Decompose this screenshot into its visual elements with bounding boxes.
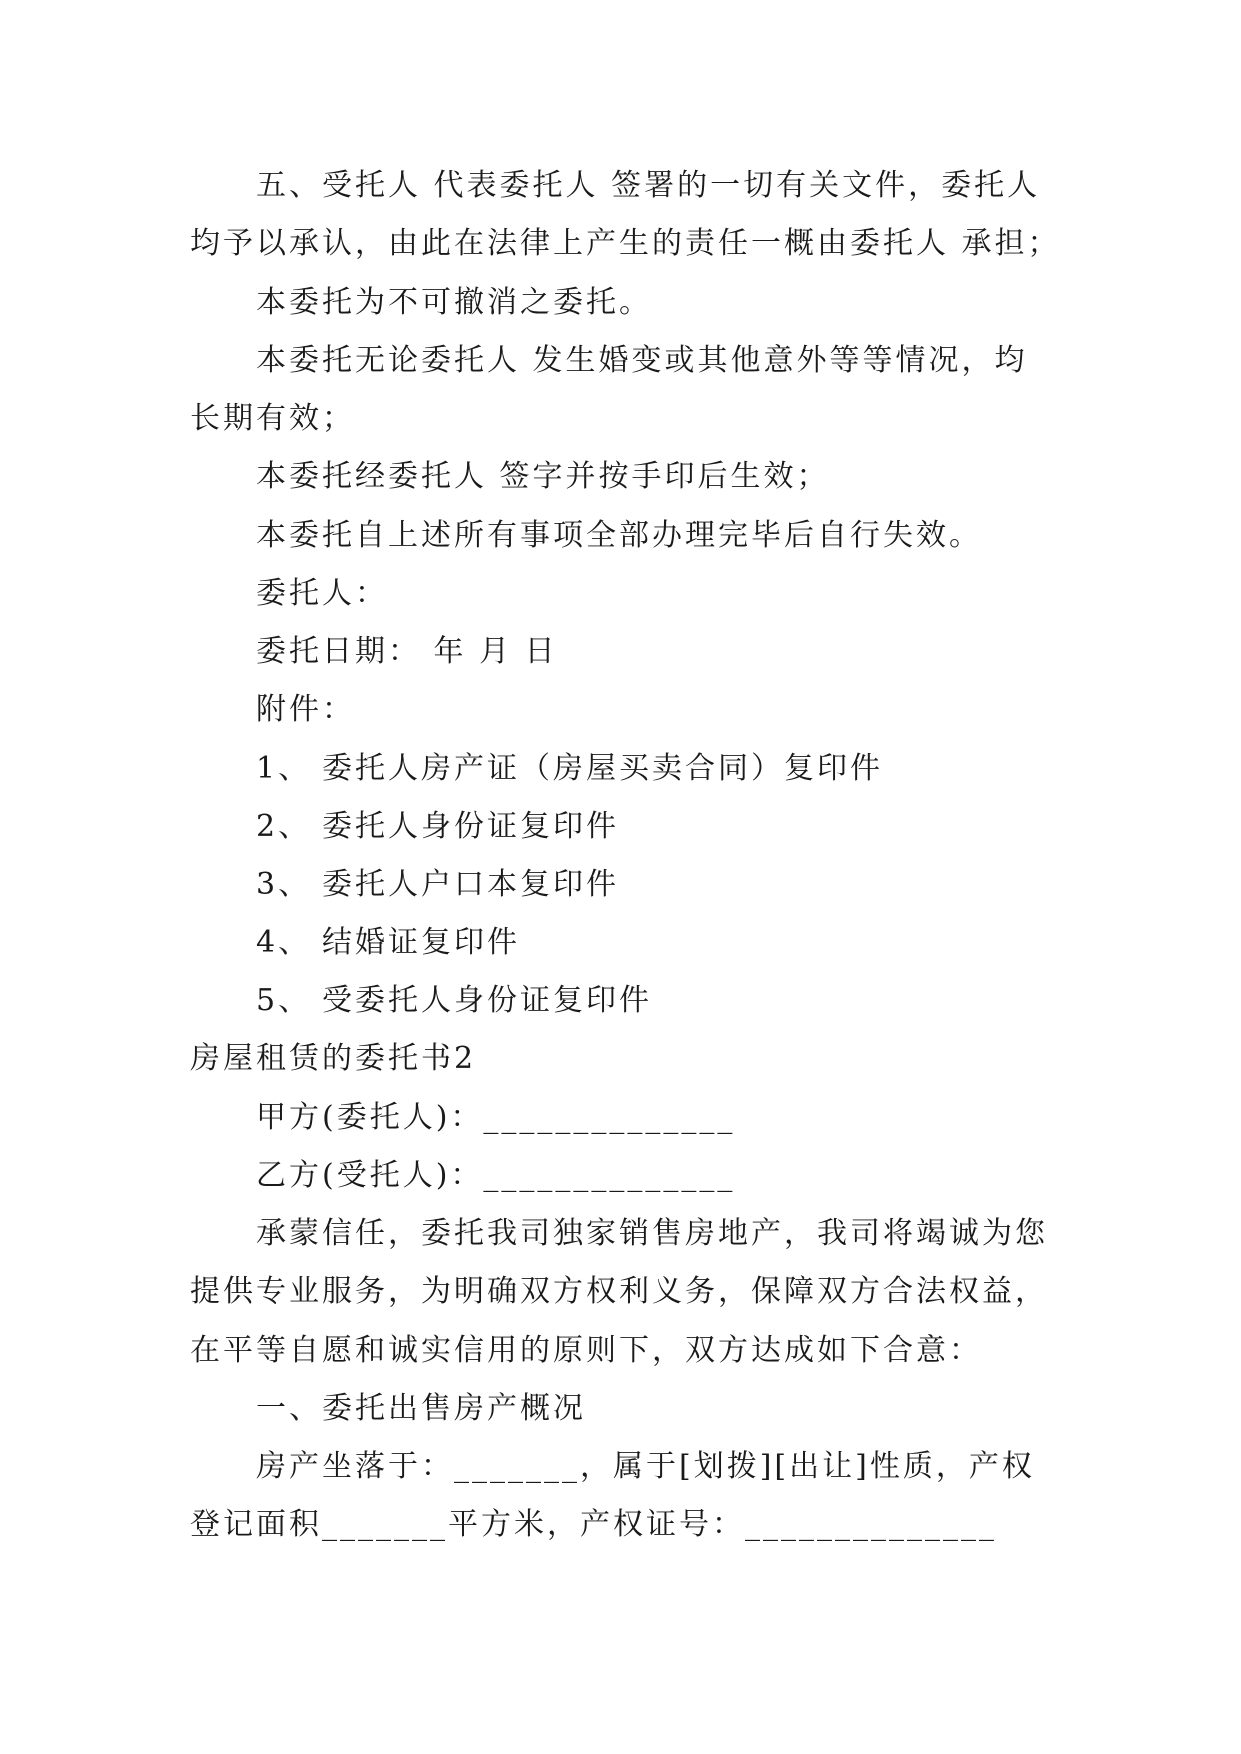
attachment-text: 委托人房产证（房屋买卖合同）复印件 [322, 751, 883, 786]
paragraph-line: 均予以承认，由此在法律上产生的责任一概由委托人 承担； [190, 226, 1061, 261]
attachment-number: 4、 [256, 925, 312, 960]
paragraph-line: 提供专业服务，为明确双方权利义务，保障双方合法权益， [190, 1274, 1048, 1309]
attachment-number: 3、 [256, 867, 312, 902]
attachment-text: 结婚证复印件 [322, 925, 520, 960]
section-title: 房屋租赁的委托书2 [190, 1041, 477, 1076]
attachment-item [256, 923, 520, 963]
attachment-number: 5、 [256, 983, 312, 1018]
principal-label: 委托人： [256, 576, 388, 611]
attachment-item [256, 807, 619, 847]
paragraph-line: 长期有效； [190, 401, 355, 436]
paragraph-line: 本委托自上述所有事项全部办理完毕后自行失效。 [256, 518, 982, 553]
paragraph-line: 五、受托人 代表委托人 签署的一切有关文件，委托人 [256, 168, 1041, 203]
paragraph-line: 承蒙信任，委托我司独家销售房地产，我司将竭诚为您 [256, 1216, 1048, 1251]
attachment-number: 2、 [256, 809, 312, 844]
attachment-text: 委托人身份证复印件 [322, 809, 619, 844]
attachment-text: 受委托人身份证复印件 [322, 983, 652, 1018]
paragraph-line: 房产坐落于：_______，属于[划拨][出让]性质，产权 [256, 1449, 1035, 1484]
attachment-item [256, 749, 883, 789]
paragraph-line: 本委托经委托人 签字并按手印后生效； [256, 459, 830, 494]
attachment-item [256, 981, 652, 1021]
party-a-line: 甲方(委托人)：______________ [256, 1100, 736, 1135]
paragraph-line: 登记面积_______平方米，产权证号：______________ [190, 1507, 997, 1542]
date-label: 委托日期： 年 月 日 [256, 634, 558, 669]
clause-heading: 一、委托出售房产概况 [256, 1391, 586, 1426]
attachment-item [256, 865, 619, 905]
paragraph-line: 本委托无论委托人 发生婚变或其他意外等等情况，均 [256, 343, 1028, 378]
paragraph-line: 本委托为不可撤消之委托。 [256, 285, 652, 320]
paragraph-line: 在平等自愿和诚实信用的原则下，双方达成如下合意： [190, 1333, 982, 1368]
attachment-text: 委托人户口本复印件 [322, 867, 619, 902]
party-b-line: 乙方(受托人)：______________ [256, 1158, 736, 1193]
attachments-heading: 附件： [256, 692, 355, 727]
attachment-number: 1、 [256, 751, 312, 786]
